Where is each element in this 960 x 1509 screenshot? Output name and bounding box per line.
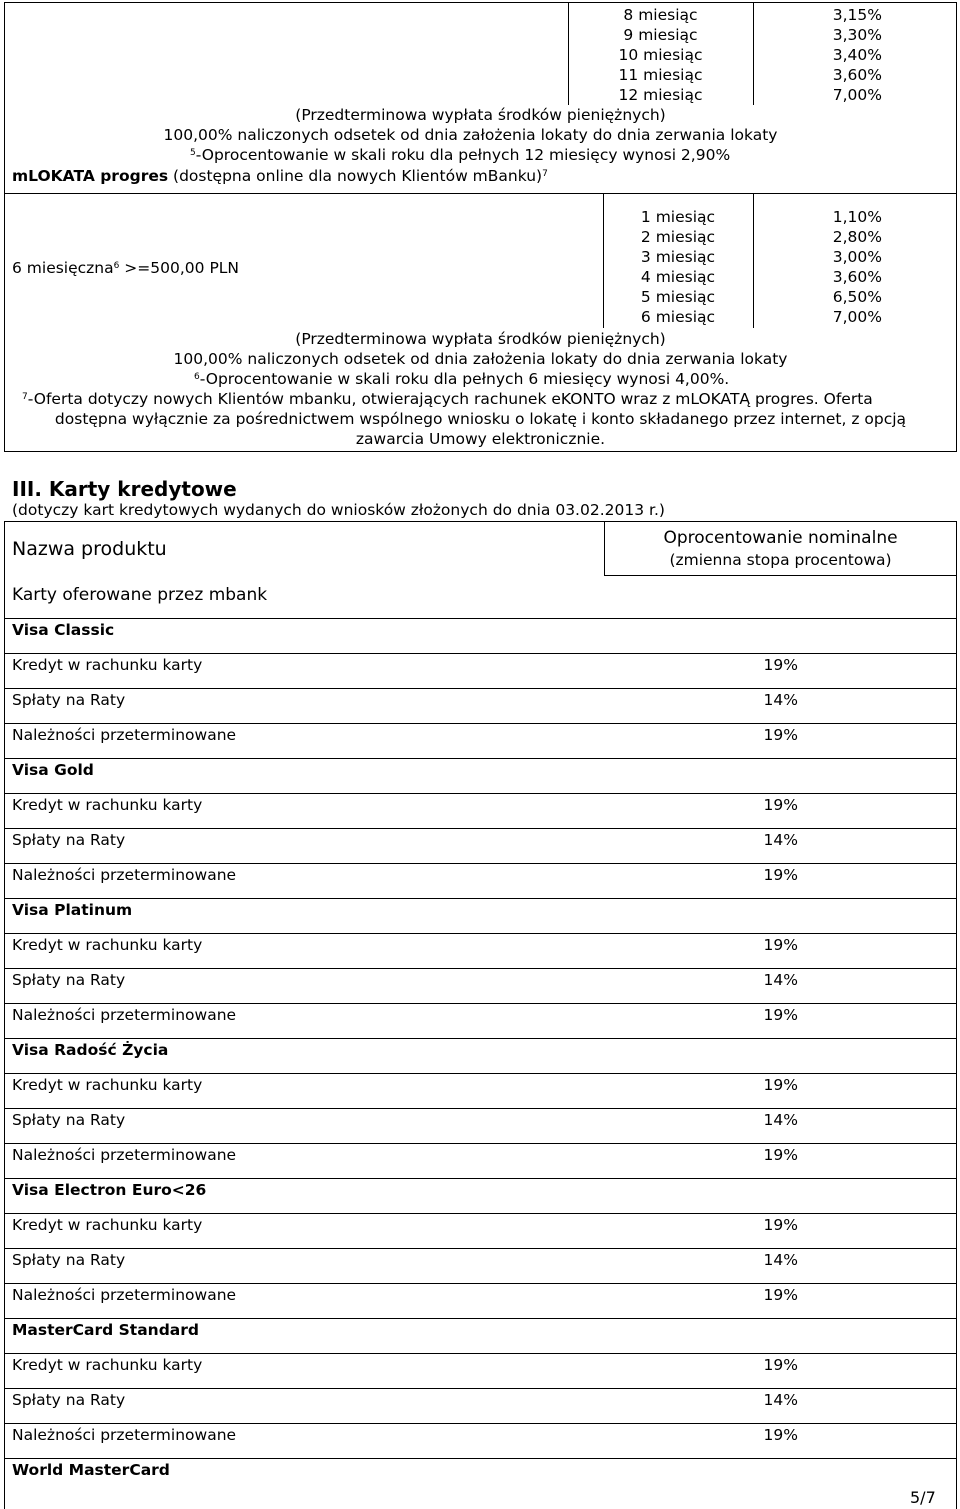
offer-footnote-line-3: zawarcia Umowy elektronicznie. (355, 430, 606, 448)
row-divider (4, 793, 957, 794)
month-cell: 6 miesiąc (640, 308, 716, 326)
month-cell: 5 miesiąc (640, 288, 716, 306)
rate-value: 14% (763, 1111, 798, 1129)
rate-value: 14% (763, 831, 798, 849)
progres-divider (4, 193, 957, 194)
rate-label: Należności przeterminowane (12, 1426, 237, 1444)
month-cell: 2 miesiąc (640, 228, 716, 246)
rate-value: 14% (763, 1391, 798, 1409)
rate-cell: 7,00% (832, 86, 882, 104)
progres-heading (12, 166, 548, 186)
row-divider (4, 1388, 957, 1389)
rate-cell: 3,40% (832, 46, 882, 64)
row-divider (4, 688, 957, 689)
six-month-label (12, 258, 239, 278)
section-title: III. Karty kredytowe (12, 477, 237, 501)
rate-value: 19% (763, 1146, 798, 1164)
row-divider (4, 723, 957, 724)
rate-value: 19% (763, 656, 798, 674)
rate-label: Kredyt w rachunku karty (12, 936, 203, 954)
footnote-marker: 6 (113, 261, 120, 271)
header-rate-title: Oprocentowanie nominalne (663, 528, 898, 548)
lower-note-3-text: -Oprocentowanie w skali roku dla pełnych 6 miesięcy wynosi 4,00%. (199, 370, 730, 388)
row-divider (4, 1353, 957, 1354)
rate-label: Kredyt w rachunku karty (12, 656, 203, 674)
header-rate-subtitle: (zmienna stopa procentowa) (669, 551, 892, 569)
month-cell: 8 miesiąc (623, 6, 698, 24)
rate-label: Należności przeterminowane (12, 1286, 237, 1304)
rate-cell: 3,00% (832, 248, 882, 266)
offer-footnote-line-2: dostępna wyłącznie za pośrednictwem wspólnego wniosku o lokatę i konto składanego przez internet, z opcją (54, 410, 907, 428)
rate-label: Należności przeterminowane (12, 1006, 237, 1024)
rate-value: 19% (763, 1286, 798, 1304)
month-cell: 10 miesiąc (618, 46, 703, 64)
footnote-marker: 6 (194, 372, 200, 382)
row-divider (4, 1003, 957, 1004)
month-cell: 1 miesiąc (640, 208, 716, 226)
upper-rates-column (753, 5, 882, 105)
row-divider (4, 618, 957, 619)
rate-cell: 1,10% (832, 208, 882, 226)
rate-cell: 3,30% (832, 26, 882, 44)
progres-description: (dostępna online dla nowych Klientów mBanku) (168, 167, 543, 185)
row-divider (4, 653, 957, 654)
rate-value: 19% (763, 726, 798, 744)
progres-product-name: mLOKATA progres (12, 167, 169, 185)
month-cell: 9 miesiąc (623, 26, 698, 44)
rate-cell: 6,50% (832, 288, 882, 306)
rate-value: 19% (763, 1356, 798, 1374)
card-name: MasterCard Standard (12, 1321, 200, 1339)
lower-note-2: 100,00% naliczonych odsetek od dnia założenia lokaty do dnia zerwania lokaty (173, 350, 788, 368)
offer-footnote-line-1 (22, 389, 873, 409)
row-divider (4, 1423, 957, 1424)
rate-cell: 2,80% (832, 228, 882, 246)
rate-label: Spłaty na Raty (12, 691, 126, 709)
row-divider (4, 1213, 957, 1214)
rate-value: 14% (763, 971, 798, 989)
header-product-name: Nazwa produktu (12, 538, 167, 560)
rate-label: Spłaty na Raty (12, 1391, 126, 1409)
month-cell: 4 miesiąc (640, 268, 716, 286)
row-divider (4, 758, 957, 759)
rate-value: 19% (763, 1426, 798, 1444)
card-name: Visa Electron Euro<26 (12, 1181, 207, 1199)
rate-label: Kredyt w rachunku karty (12, 796, 203, 814)
rate-cell: 3,60% (832, 268, 882, 286)
row-divider (4, 1108, 957, 1109)
rate-label: Spłaty na Raty (12, 831, 126, 849)
upper-months-column (568, 5, 753, 105)
row-divider (4, 1248, 957, 1249)
rate-cell: 7,00% (832, 308, 882, 326)
rate-label: Spłaty na Raty (12, 1111, 126, 1129)
section-subtitle: (dotyczy kart kredytowych wydanych do wniosków złożonych do dnia 03.02.2013 r.) (12, 501, 665, 519)
six-month-term: 6 miesięczna (12, 259, 114, 277)
row-divider (4, 968, 957, 969)
card-name: Visa Classic (12, 621, 115, 639)
lower-note-1: (Przedterminowa wypłata środków pieniężnych) (295, 330, 666, 348)
card-name: Visa Radość Życia (12, 1041, 169, 1059)
row-divider (4, 828, 957, 829)
card-name: World MasterCard (12, 1461, 170, 1479)
rate-value: 19% (763, 796, 798, 814)
footnote-marker: 5 (190, 148, 196, 158)
rate-cell: 3,15% (832, 6, 882, 24)
rate-value: 19% (763, 1216, 798, 1234)
row-divider (4, 1178, 957, 1179)
rate-cell: 3,60% (832, 66, 882, 84)
rate-value: 19% (763, 1006, 798, 1024)
rate-value: 19% (763, 1076, 798, 1094)
lower-note-3 (194, 369, 729, 389)
footnote-text: -Oferta dotyczy nowych Klientów mbanku, otwierających rachunek eKONTO wraz z mLOKATĄ progres. Oferta (27, 390, 873, 408)
row-divider (4, 1318, 957, 1319)
row-divider (4, 1038, 957, 1039)
rate-label: Kredyt w rachunku karty (12, 1356, 203, 1374)
rate-value: 19% (763, 866, 798, 884)
row-divider (4, 1458, 957, 1459)
upper-note-1: (Przedterminowa wypłata środków pieniężnych) (295, 106, 666, 124)
six-month-minimum: >=500,00 PLN (119, 259, 240, 277)
row-divider (4, 1073, 957, 1074)
month-cell: 3 miesiąc (640, 248, 716, 266)
upper-note-3 (190, 145, 730, 165)
rate-label: Należności przeterminowane (12, 726, 237, 744)
lower-months-column (603, 207, 753, 327)
rate-label: Spłaty na Raty (12, 1251, 126, 1269)
rate-value: 14% (763, 1251, 798, 1269)
row-divider (4, 863, 957, 864)
card-name: Visa Gold (12, 761, 94, 779)
month-cell: 12 miesiąc (618, 86, 703, 104)
row-divider (4, 1143, 957, 1144)
rate-value: 14% (763, 691, 798, 709)
rate-label: Należności przeterminowane (12, 1146, 237, 1164)
page-number: 5/7 (910, 1488, 936, 1507)
footnote-marker: 7 (22, 392, 28, 402)
upper-note-2: 100,00% naliczonych odsetek od dnia założenia lokaty do dnia zerwania lokaty (163, 126, 778, 144)
footnote-marker: 7 (542, 169, 548, 179)
rate-label: Należności przeterminowane (12, 866, 237, 884)
card-name: Visa Platinum (12, 901, 133, 919)
row-divider (4, 933, 957, 934)
month-cell: 11 miesiąc (618, 66, 703, 84)
row-divider (4, 898, 957, 899)
offered-label: Karty oferowane przez mbank (12, 585, 268, 605)
upper-note-3-text: -Oprocentowanie w skali roku dla pełnych 12 miesięcy wynosi 2,90% (195, 146, 731, 164)
rate-label: Kredyt w rachunku karty (12, 1076, 203, 1094)
rate-label: Spłaty na Raty (12, 971, 126, 989)
rate-value: 19% (763, 936, 798, 954)
lower-rates-column (753, 207, 882, 327)
row-divider (4, 1283, 957, 1284)
rate-label: Kredyt w rachunku karty (12, 1216, 203, 1234)
